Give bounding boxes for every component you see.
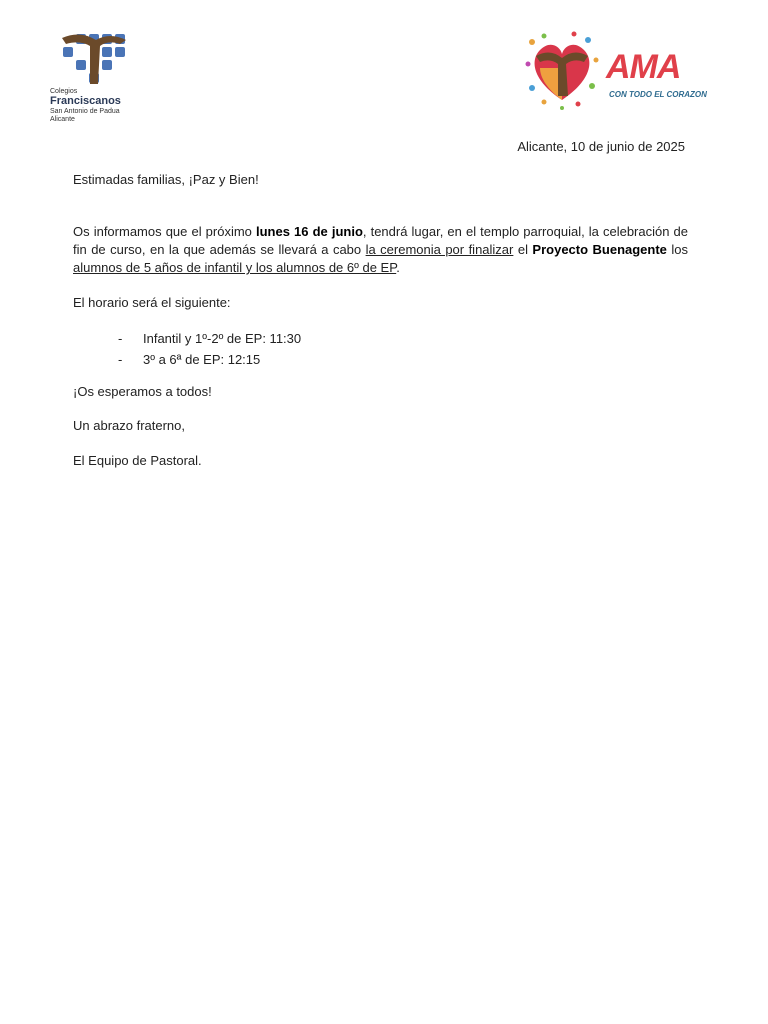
school-logo-name: Franciscanos	[50, 95, 121, 107]
list-item	[118, 349, 301, 370]
letter-greeting: Estimadas familias, ¡Paz y Bien!	[73, 172, 259, 187]
list-bullet: -	[118, 352, 123, 367]
letter-body-paragraph	[73, 223, 688, 277]
schedule-item-text: 3º a 6ª de EP: 12:15	[143, 352, 261, 367]
ama-title: AMA	[606, 48, 681, 86]
school-logo-line3: San Antonio de Padua	[50, 108, 120, 115]
school-logo-line1: Colegios	[50, 88, 78, 95]
school-logo-city: Alicante	[50, 116, 75, 123]
letter-date: Alicante, 10 de junio de 2025	[517, 139, 685, 154]
schedule-intro: El horario será el siguiente:	[73, 295, 231, 310]
letter-signature: El Equipo de Pastoral.	[73, 453, 202, 468]
paragraph-text-3: el	[513, 242, 533, 257]
event-date: lunes 16 de junio	[256, 224, 363, 239]
paragraph-text-1: Os informamos que el próximo	[73, 224, 256, 239]
campaign-logo	[522, 30, 726, 110]
students-text: alumnos de 5 años de infantil y los alumnos de 6º de EP	[73, 260, 397, 275]
letter-farewell: Un abrazo fraterno,	[73, 418, 186, 433]
list-item	[118, 328, 301, 349]
schedule-item-text: Infantil y 1º-2º de EP: 11:30	[143, 331, 302, 346]
project-name: Proyecto Buenagente	[532, 242, 667, 257]
ceremony-text: la ceremonia por finalizar	[365, 242, 514, 257]
paragraph-text-5: .	[396, 260, 400, 275]
ama-subtitle: CON TODO EL CORAZON	[609, 90, 707, 99]
letter-closing: ¡Os esperamos a todos!	[73, 384, 212, 399]
heart-tau-icon	[522, 30, 602, 110]
paragraph-text-2: , tendrá lugar, en el templo parroquial, la celebración de fin de curso, en la que además se llevará a cabo	[73, 224, 689, 257]
schedule-list	[118, 328, 301, 370]
paragraph-text-4: los	[666, 242, 688, 257]
school-logo	[48, 32, 148, 128]
franciscan-tau-icon	[58, 32, 134, 90]
list-bullet: -	[118, 331, 123, 346]
